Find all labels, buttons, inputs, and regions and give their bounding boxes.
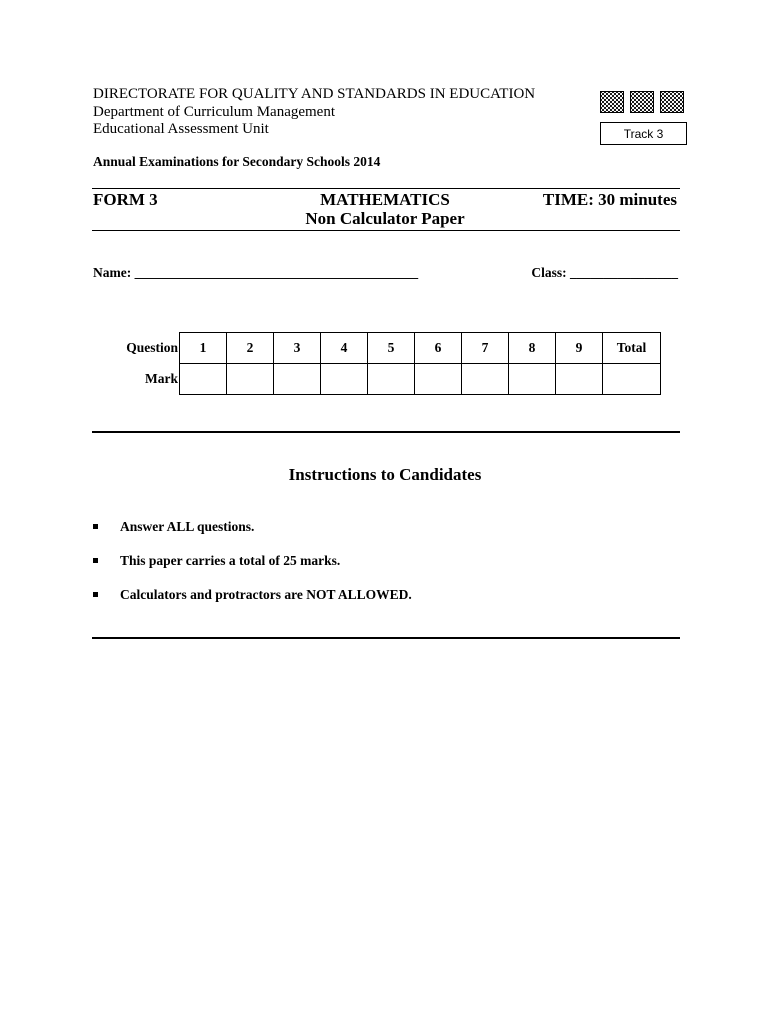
exam-title: Annual Examinations for Secondary Schools 2014 [93, 154, 381, 169]
level-box [630, 91, 654, 113]
mark-cell[interactable] [368, 364, 415, 395]
subject-block [300, 190, 470, 228]
mark-cell[interactable] [462, 364, 509, 395]
department-name: Department of Curriculum Management [93, 104, 336, 120]
question-row [110, 333, 661, 364]
time-label: TIME: 30 minutes [542, 190, 677, 209]
question-number: 3 [274, 333, 321, 364]
mark-cell[interactable] [509, 364, 556, 395]
instruction-item [93, 518, 412, 552]
total-mark-cell[interactable] [603, 364, 661, 395]
mark-cell[interactable] [180, 364, 227, 395]
mark-cell[interactable] [227, 364, 274, 395]
question-number: 6 [415, 333, 462, 364]
divider [92, 637, 680, 639]
subject-name: MATHEMATICS [320, 190, 450, 209]
divider [92, 230, 680, 231]
question-number: 1 [180, 333, 227, 364]
instruction-item [93, 552, 412, 586]
instructions-title: Instructions to Candidates [288, 465, 482, 484]
divider [92, 431, 680, 433]
question-number: 8 [509, 333, 556, 364]
name-field[interactable]: Name: __________________________________________ [93, 265, 419, 280]
instruction-text: Calculators and protractors are NOT ALLOWED. [120, 587, 412, 602]
question-number: 9 [556, 333, 603, 364]
instructions-list [93, 518, 412, 620]
mark-label: Mark [145, 371, 178, 386]
directorate-title: DIRECTORATE FOR QUALITY AND STANDARDS IN EDUCATION [93, 86, 536, 102]
bullet-icon [93, 592, 98, 597]
bullet-icon [93, 524, 98, 529]
paper-name: Non Calculator Paper [305, 209, 465, 228]
question-number: 7 [462, 333, 509, 364]
question-number: 2 [227, 333, 274, 364]
marks-table [110, 332, 661, 395]
question-number: 5 [368, 333, 415, 364]
mark-cell[interactable] [415, 364, 462, 395]
mark-row [110, 364, 661, 395]
track-label: Track 3 [600, 122, 687, 145]
question-number: 4 [321, 333, 368, 364]
bullet-icon [93, 558, 98, 563]
level-box [660, 91, 684, 113]
instruction-item [93, 586, 412, 620]
level-box [600, 91, 624, 113]
question-label: Question [126, 340, 178, 355]
level-indicator-boxes [600, 91, 684, 113]
mark-cell[interactable] [274, 364, 321, 395]
class-field[interactable]: Class: ________________ [531, 265, 678, 280]
unit-name: Educational Assessment Unit [93, 121, 269, 137]
mark-cell[interactable] [556, 364, 603, 395]
mark-cell[interactable] [321, 364, 368, 395]
divider [92, 188, 680, 189]
total-label: Total [603, 333, 661, 364]
form-label: FORM 3 [93, 190, 158, 209]
instruction-text: Answer ALL questions. [120, 519, 255, 534]
instruction-text: This paper carries a total of 25 marks. [120, 553, 341, 568]
